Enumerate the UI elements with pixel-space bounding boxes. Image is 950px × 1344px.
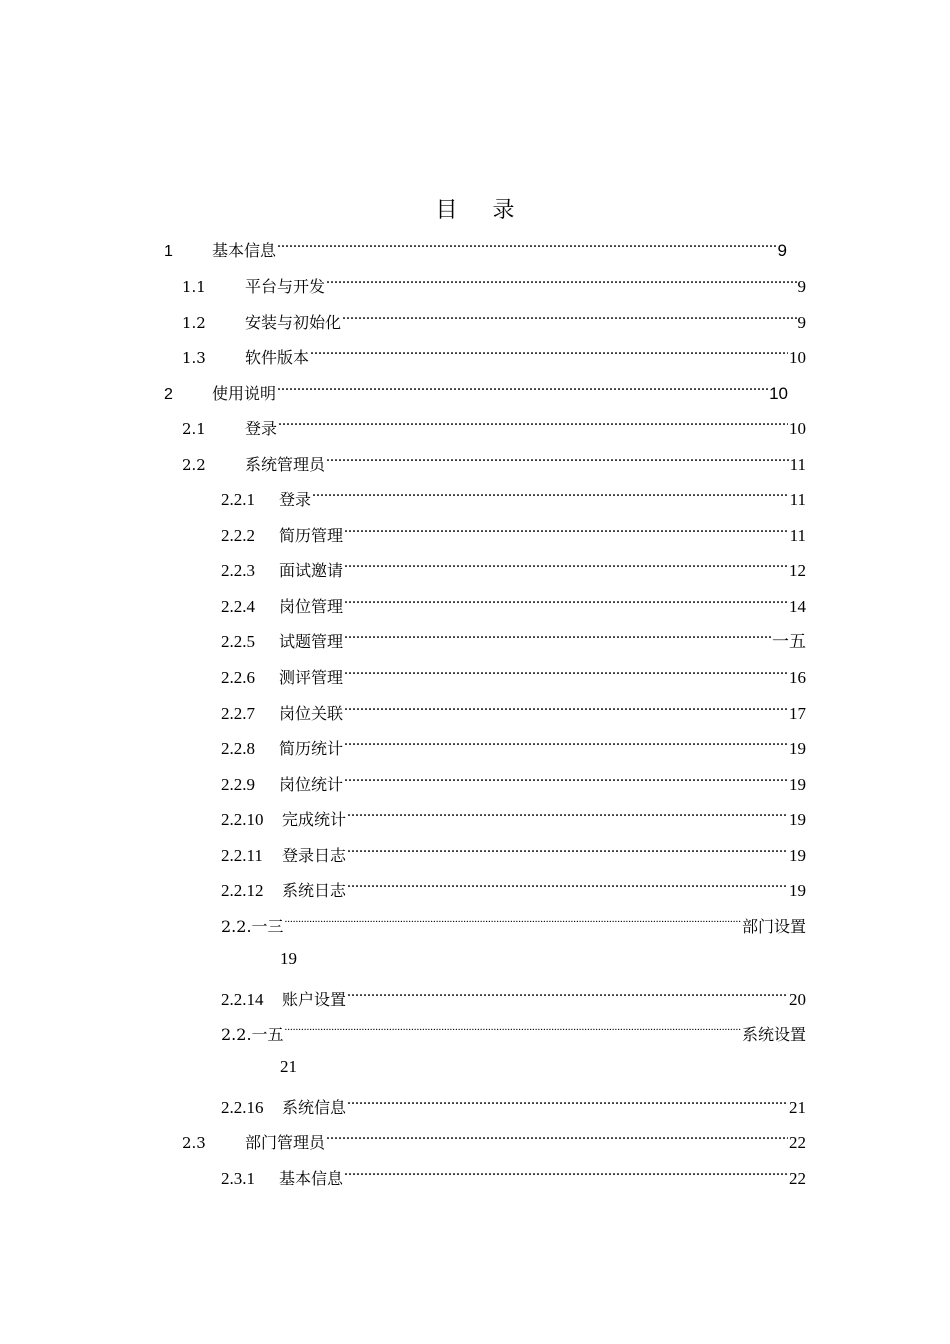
- dot-leader: [347, 983, 788, 1005]
- toc-entry-number: 2.2.4: [221, 597, 255, 616]
- toc-entry-number: 1.3: [182, 349, 206, 367]
- toc-entry-title: 岗位关联: [279, 704, 344, 723]
- toc-entry-number: 2.3.1: [221, 1169, 255, 1188]
- toc-entry-title: 基本信息: [279, 1169, 344, 1188]
- toc-entry-title: 登录: [279, 490, 312, 509]
- toc-entry-title: 简历统计: [279, 739, 344, 758]
- toc-entry[interactable]: [221, 983, 806, 1011]
- toc-entry[interactable]: [182, 270, 806, 298]
- toc-entry-number: 2.3: [182, 1134, 206, 1152]
- toc-entry-title: 安装与初始化: [245, 313, 342, 332]
- toc-entry-number: 2.2.9: [221, 775, 255, 794]
- toc-entry[interactable]: [182, 341, 806, 369]
- toc-entry[interactable]: [221, 910, 806, 938]
- toc-entry-title: 简历管理: [279, 526, 344, 545]
- dot-leader: [277, 234, 777, 256]
- toc-entry-title: 岗位统计: [279, 775, 344, 794]
- toc-entry-page: 9: [797, 277, 806, 296]
- toc-entry-page: 19: [789, 881, 806, 900]
- toc-entry-number: 2: [164, 386, 173, 403]
- toc-entry-title: 登录日志: [282, 846, 347, 865]
- toc-entry[interactable]: [164, 234, 787, 263]
- toc-entry[interactable]: [221, 625, 806, 653]
- toc-entry-page: 10: [769, 384, 788, 403]
- toc-entry[interactable]: [221, 1162, 806, 1190]
- toc-entry-number: 2.2.1: [221, 490, 255, 509]
- dot-leader: [344, 661, 788, 683]
- toc-entry-number: 2.2.16: [221, 1098, 264, 1117]
- toc-entry-number: 2.2.14: [221, 990, 264, 1009]
- toc-entry-title: 测评管理: [279, 668, 344, 687]
- toc-entry-title: 部门管理员: [245, 1133, 326, 1152]
- toc-entry[interactable]: [221, 697, 806, 725]
- toc-entry-page: 22: [789, 1169, 806, 1188]
- toc-entry-title: 系统信息: [282, 1098, 347, 1117]
- dot-leader: [285, 1018, 741, 1040]
- toc-entry-page: 9: [797, 313, 806, 332]
- toc-entry-title: 基本信息: [212, 241, 277, 260]
- toc-entry-page: 19: [789, 846, 806, 865]
- toc-entry-page: 11: [789, 455, 806, 474]
- dot-leader: [310, 341, 788, 363]
- dot-leader: [344, 625, 771, 647]
- toc-entry[interactable]: [221, 768, 806, 796]
- toc-entry-page: 10: [789, 348, 806, 367]
- toc-entry[interactable]: [221, 483, 806, 511]
- toc-entry-title: 部门设置: [741, 917, 806, 936]
- dot-leader: [347, 874, 788, 896]
- toc-entry-number: 2.2.10: [221, 810, 264, 829]
- toc-entry-title: 账户设置: [282, 990, 347, 1009]
- dot-leader: [277, 377, 768, 399]
- page-title: 目 录: [435, 198, 529, 223]
- toc-entry-page: 11: [789, 526, 806, 545]
- toc-entry-title: 系统管理员: [245, 455, 326, 474]
- toc-entry-number: 2.1: [182, 420, 206, 438]
- toc-entry-title: 面试邀请: [279, 561, 344, 580]
- toc-entry-page: 10: [789, 419, 806, 438]
- toc-entry[interactable]: [221, 732, 806, 760]
- toc-entry-number: 2.2.5: [221, 632, 255, 651]
- toc-entry-title: 系统设置: [741, 1025, 806, 1044]
- toc-entry[interactable]: [221, 519, 806, 547]
- toc-entry-number: 2.2.一三: [221, 917, 284, 936]
- toc-entry-page: 16: [789, 668, 806, 687]
- toc-entry-number: 1: [164, 243, 173, 260]
- toc-entry-page: 19: [789, 739, 806, 758]
- dot-leader: [347, 803, 788, 825]
- dot-leader: [342, 306, 796, 328]
- dot-leader: [312, 483, 789, 505]
- toc-entry-title: 使用说明: [212, 384, 277, 403]
- toc-entry-number: 1.1: [182, 278, 206, 296]
- toc-entry-title: 登录: [245, 419, 278, 438]
- toc-entry-page: 一五: [772, 632, 806, 651]
- toc-entry[interactable]: [221, 661, 806, 689]
- toc-entry-title: 岗位管理: [279, 597, 344, 616]
- toc-entry-title: 平台与开发: [245, 277, 326, 296]
- toc-entry-title: 试题管理: [279, 632, 344, 651]
- toc-entry[interactable]: [221, 1018, 806, 1046]
- toc-entry-page: 11: [789, 490, 806, 509]
- toc-entry-page: 19: [789, 775, 806, 794]
- dot-leader: [344, 732, 788, 754]
- toc-entry-page: 20: [789, 990, 806, 1009]
- toc-entry[interactable]: [221, 554, 806, 582]
- dot-leader: [344, 697, 788, 719]
- dot-leader: [347, 839, 788, 861]
- toc-entry-number: 1.2: [182, 314, 206, 332]
- dot-leader: [326, 448, 789, 470]
- toc-entry[interactable]: [221, 803, 806, 831]
- dot-leader: [347, 1091, 788, 1113]
- toc-entry-page: 9: [777, 241, 787, 260]
- toc-entry[interactable]: [182, 412, 806, 440]
- toc-entry-number: 2.2.7: [221, 704, 255, 723]
- dot-leader: [344, 590, 788, 612]
- toc-entry[interactable]: [221, 839, 806, 867]
- toc-entry[interactable]: [182, 1126, 806, 1154]
- toc-entry-title: 完成统计: [282, 810, 347, 829]
- toc-entry-page: 22: [789, 1133, 806, 1152]
- dot-leader: [344, 768, 788, 790]
- toc-entry-page: 19: [280, 949, 297, 968]
- dot-leader: [285, 910, 741, 932]
- toc-entry-number: 2.2.一五: [221, 1025, 284, 1044]
- toc-entry-number: 2.2: [182, 456, 206, 474]
- toc-entry-number: 2.2.8: [221, 739, 255, 758]
- toc-entry-number: 2.2.2: [221, 526, 255, 545]
- toc-entry-title: 软件版本: [245, 348, 310, 367]
- dot-leader: [344, 554, 788, 576]
- toc-entry-number: 2.2.11: [221, 846, 263, 865]
- toc-entry[interactable]: [182, 306, 806, 334]
- dot-leader: [278, 412, 788, 434]
- dot-leader: [344, 519, 789, 541]
- toc-entry-number: 2.2.3: [221, 561, 255, 580]
- dot-leader: [344, 1162, 788, 1184]
- toc-entry-page: 19: [789, 810, 806, 829]
- toc-entry[interactable]: [221, 590, 806, 618]
- dot-leader: [326, 270, 796, 292]
- toc-entry[interactable]: [221, 1091, 806, 1119]
- toc-entry-number: 2.2.12: [221, 881, 264, 900]
- dot-leader: [326, 1126, 788, 1148]
- toc-entry[interactable]: [182, 448, 806, 476]
- toc-entry-page: 17: [789, 704, 806, 723]
- toc-entry-page: 12: [789, 561, 806, 580]
- toc-entry-page: 21: [789, 1098, 806, 1117]
- toc-entry-number: 2.2.6: [221, 668, 255, 687]
- toc-entry[interactable]: [164, 377, 788, 406]
- toc-entry[interactable]: [221, 874, 806, 902]
- toc-entry-page: 21: [280, 1057, 297, 1076]
- toc-entry-title: 系统日志: [282, 881, 347, 900]
- toc-entry-page: 14: [789, 597, 806, 616]
